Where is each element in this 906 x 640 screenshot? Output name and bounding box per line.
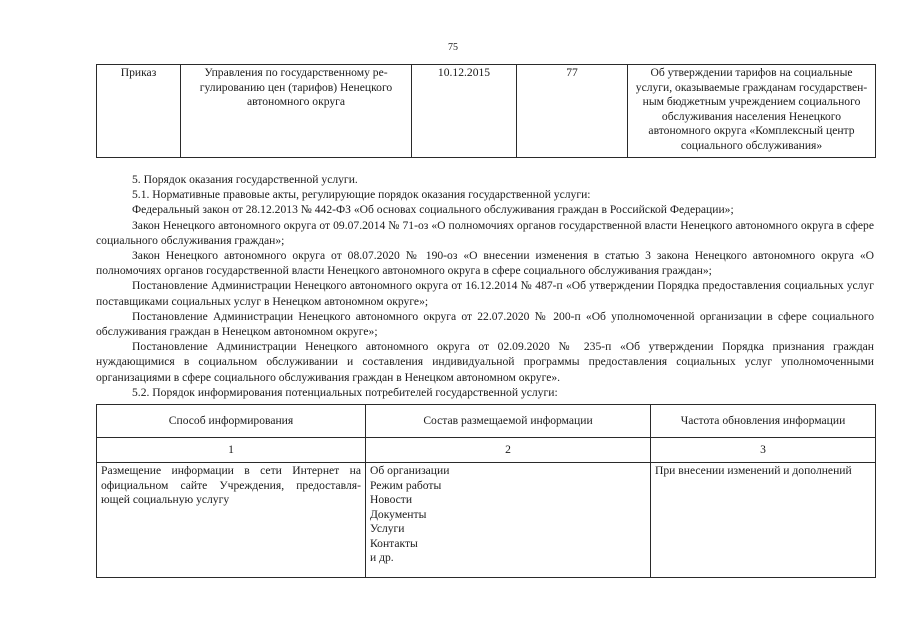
column-number: 3 [651, 438, 876, 463]
document-date-cell: 10.12.2015 [412, 65, 517, 158]
section-heading: 5. Порядок оказания государственной услуги. [132, 173, 358, 186]
subsection-heading: 5.2. Порядок информирования потенциальных потребителей государственной услуги: [132, 385, 558, 399]
page-number: 75 [448, 42, 458, 53]
document-number-cell: 77 [517, 65, 628, 158]
legal-act-item: Постановление Администрации Ненецкого автономного округа от 16.12.2014 № 487-п «Об утверждении Порядка предоставления социальных услуг поставщиками социальных услуг в Ненецком автономном округе»; [96, 279, 874, 308]
content-item: Об организации [370, 464, 450, 477]
information-methods-table [96, 404, 876, 578]
content-item: Документы [370, 507, 427, 521]
content-item: Режим работы [370, 478, 442, 492]
table-row [97, 65, 876, 158]
legal-act-item: Федеральный закон от 28.12.2013 № 442-ФЗ «Об основах социального обслуживания граждан в Российской Федерации»; [132, 203, 734, 217]
subsection-heading: 5.1. Нормативные правовые акты, регулирующие порядок оказания государственной услуги: [132, 188, 591, 202]
table-row [97, 463, 876, 578]
document-reference-table [96, 64, 876, 158]
column-number-row [97, 438, 876, 463]
body-text [96, 172, 874, 400]
content-item: и др. [370, 551, 394, 564]
legal-act-item: Постановление Администрации Ненецкого автономного округа от 02.09.2020 № 235-п «Об утверждении Порядка признания граждан нуждающимися в социальном обслуживании и составления индивидуальной программы предоставления социальных услуг уполномоченными организациями в сфере социального обслуживания граждан в Ненецком автономном округе». [96, 340, 874, 384]
content-item: Новости [370, 493, 413, 506]
content-item: Контакты [370, 536, 418, 550]
legal-act-item: Постановление Администрации Ненецкого автономного округа от 22.07.2020 № 200-п «Об уполномоченной организации в сфере социального обслуживания граждан в Ненецком автономном округе»; [96, 309, 874, 339]
column-number: 1 [97, 438, 366, 463]
method-cell: Размещение информации в сети Интернет на официальном сайте Учреждения, предоставля-ющей социальную услугу [97, 463, 366, 578]
document-title-cell: Об утверждении тарифов на социальные услуги, оказываемые гражданам государствен-ным бюджетным учреждением социального обслуживания населения Ненецкого автономного округа «Комплексный центр социального обслуживания» [628, 65, 876, 158]
content-cell [366, 463, 651, 578]
legal-act-item: Закон Ненецкого автономного округа от 08.07.2020 № 190-оз «О внесении изменения в статью 3 закона Ненецкого автономного округа «О полномочиях органов государственной власти Ненецкого автономного округа в сфере социального обслуживания граждан»; [96, 249, 874, 278]
frequency-cell: При внесении изменений и дополнений [651, 463, 876, 578]
document-type-cell: Приказ [97, 65, 181, 158]
column-header-frequency: Частота обновления информации [651, 405, 876, 438]
legal-act-item: Закон Ненецкого автономного округа от 09.07.2014 № 71-оз «О полномочиях органов государственной власти Ненецкого автономного округа в сфере социального обслуживания граждан»; [96, 218, 874, 247]
column-header-content: Состав размещаемой информации [366, 405, 651, 438]
column-header-method: Способ информирования [97, 405, 366, 438]
content-item: Услуги [370, 522, 405, 535]
table-header-row [97, 405, 876, 438]
issuing-organization-cell: Управления по государственному ре-гулированию цен (тарифов) Ненецкого автономного округа [181, 65, 412, 158]
column-number: 2 [366, 438, 651, 463]
